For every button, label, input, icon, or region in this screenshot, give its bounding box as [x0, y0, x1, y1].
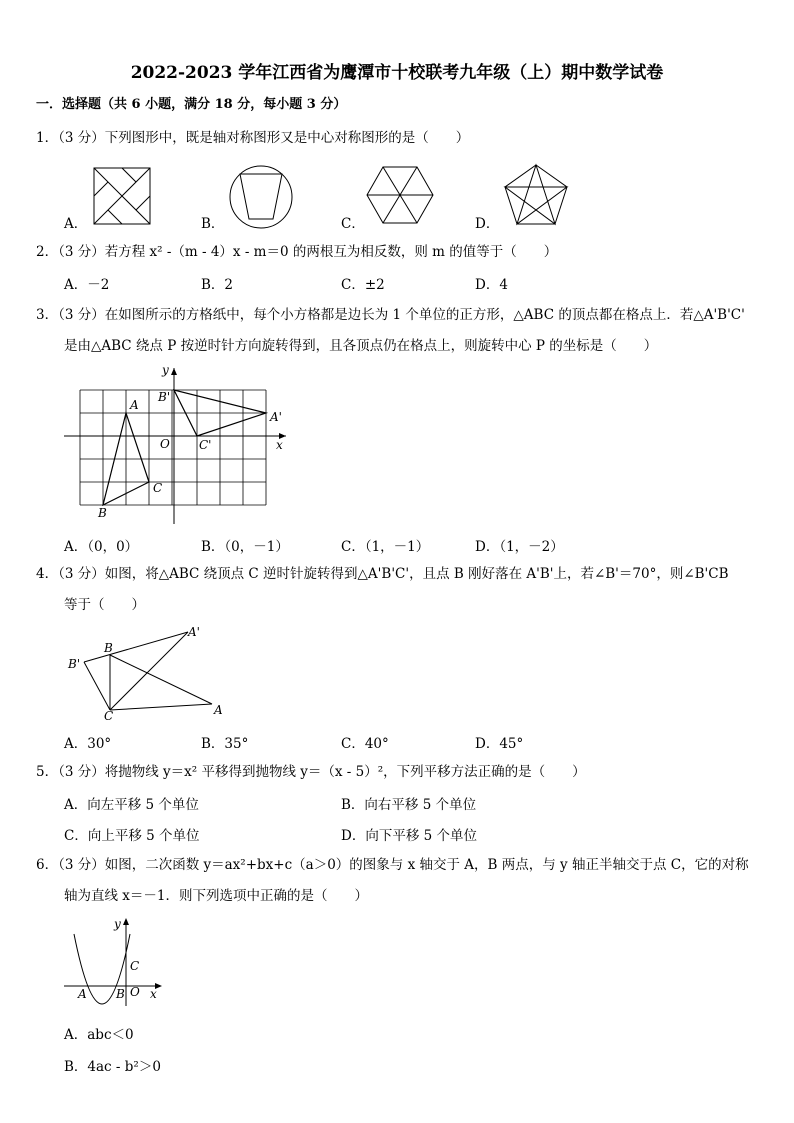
q2-option-d: D．4: [475, 277, 508, 293]
q6-label-a: A: [78, 987, 87, 1001]
q4-label-b: B: [104, 641, 113, 655]
q3-label-x-axis: x: [276, 438, 283, 452]
q3-label-a: A: [130, 398, 139, 412]
q4-label-c: C: [104, 709, 114, 723]
question-6-stem-line-2: 轴为直线 x＝－1．则下列选项中正确的是（ ）: [64, 888, 368, 904]
q6-label-c: C: [130, 959, 140, 973]
page-title: 2022-2023 学年江西省为鹰潭市十校联考九年级（上）期中数学试卷: [130, 63, 664, 83]
q4-triangle-figure: [64, 622, 234, 722]
q4-option-d: D．45°: [475, 736, 524, 752]
question-3-stem-line-2: 是由△ABC 绕点 P 按逆时针方向旋转得到，且各顶点仍在格点上，则旋转中心 P 的坐标是（ ）: [64, 338, 658, 354]
q3-label-b: B: [98, 506, 107, 520]
q2-option-a: A．－2: [64, 277, 110, 293]
q3-option-b: B．（0，－1）: [201, 539, 289, 555]
q5-option-b: B．向右平移 5 个单位: [341, 797, 477, 813]
q6-label-y-axis: y: [114, 917, 121, 931]
q5-option-d: D．向下平移 5 个单位: [341, 828, 477, 844]
q6-option-b: B．4ac - b²＞0: [64, 1059, 161, 1075]
q1-figure-a-pinwheel-square: [92, 166, 152, 226]
q4-label-a: A: [214, 703, 223, 717]
q3-label-b-prime: B': [158, 390, 171, 404]
q3-label-a-prime: A': [270, 410, 282, 424]
q3-label-y-axis: y: [162, 363, 169, 377]
q6-label-o: O: [130, 985, 140, 999]
question-5-stem: 5．（3 分）将抛物线 y＝x² 平移得到抛物线 y＝（x - 5）²，下列平移方法正确的是（ ）: [36, 764, 586, 780]
q4-option-c: C．40°: [341, 736, 389, 752]
question-2-stem: 2．（3 分）若方程 x² -（m - 4）x - m＝0 的两根互为相反数，则 m 的值等于（ ）: [36, 244, 558, 260]
q6-option-a: A．abc＜0: [64, 1027, 134, 1043]
q2-option-c: C．±2: [341, 277, 385, 293]
section-heading: 一．选择题（共 6 小题，满分 18 分，每小题 3 分）: [36, 97, 347, 112]
q6-parabola-figure: [62, 914, 172, 1012]
q1-figure-b-circle-trapezoid: [228, 164, 294, 230]
question-3-stem-line-1: 3．（3 分）在如图所示的方格纸中，每个小方格都是边长为 1 个单位的正方形，△ABC 的顶点都在格点上．若△A'B'C': [36, 307, 745, 323]
q6-label-b: B: [116, 987, 125, 1001]
q1-option-d: D．: [475, 216, 500, 232]
q1-figure-d-pentagram: [503, 163, 569, 227]
q5-option-c: C．向上平移 5 个单位: [64, 828, 200, 844]
q4-option-b: B．35°: [201, 736, 249, 752]
q4-label-a-prime: A': [188, 625, 200, 639]
q1-option-b: B．: [201, 216, 225, 232]
q3-grid-figure: [60, 364, 300, 530]
q4-option-a: A．30°: [64, 736, 112, 752]
q4-label-b-prime: B': [68, 657, 81, 671]
q3-label-o: O: [160, 437, 170, 451]
q5-option-a: A．向左平移 5 个单位: [64, 797, 199, 813]
question-4-stem-line-2: 等于（ ）: [64, 597, 145, 613]
question-6-stem-line-1: 6．（3 分）如图，二次函数 y＝ax²+bx+c（a＞0）的图象与 x 轴交于 A，B 两点，与 y 轴正半轴交于点 C，它的对称: [36, 857, 749, 873]
q3-label-c: C: [153, 481, 163, 495]
q6-label-x-axis: x: [150, 987, 157, 1001]
q2-option-b: B．2: [201, 277, 234, 293]
question-4-stem-line-1: 4．（3 分）如图，将△ABC 绕顶点 C 逆时针旋转得到△A'B'C'，且点 B 刚好落在 A'B'上，若∠B'＝70°，则∠B'CB: [36, 566, 729, 582]
q1-option-a: A．: [64, 216, 88, 232]
question-1-stem: 1．（3 分）下列图形中，既是轴对称图形又是中心对称图形的是（ ）: [36, 130, 470, 146]
q3-option-a: A．（0，0）: [64, 539, 139, 555]
q3-label-c-prime: C': [199, 438, 212, 452]
q1-figure-c-hexagon: [366, 164, 434, 226]
q1-option-c: C．: [341, 216, 365, 232]
q3-option-d: D．（1，－2）: [475, 539, 564, 555]
q3-option-c: C．（1，－1）: [341, 539, 430, 555]
